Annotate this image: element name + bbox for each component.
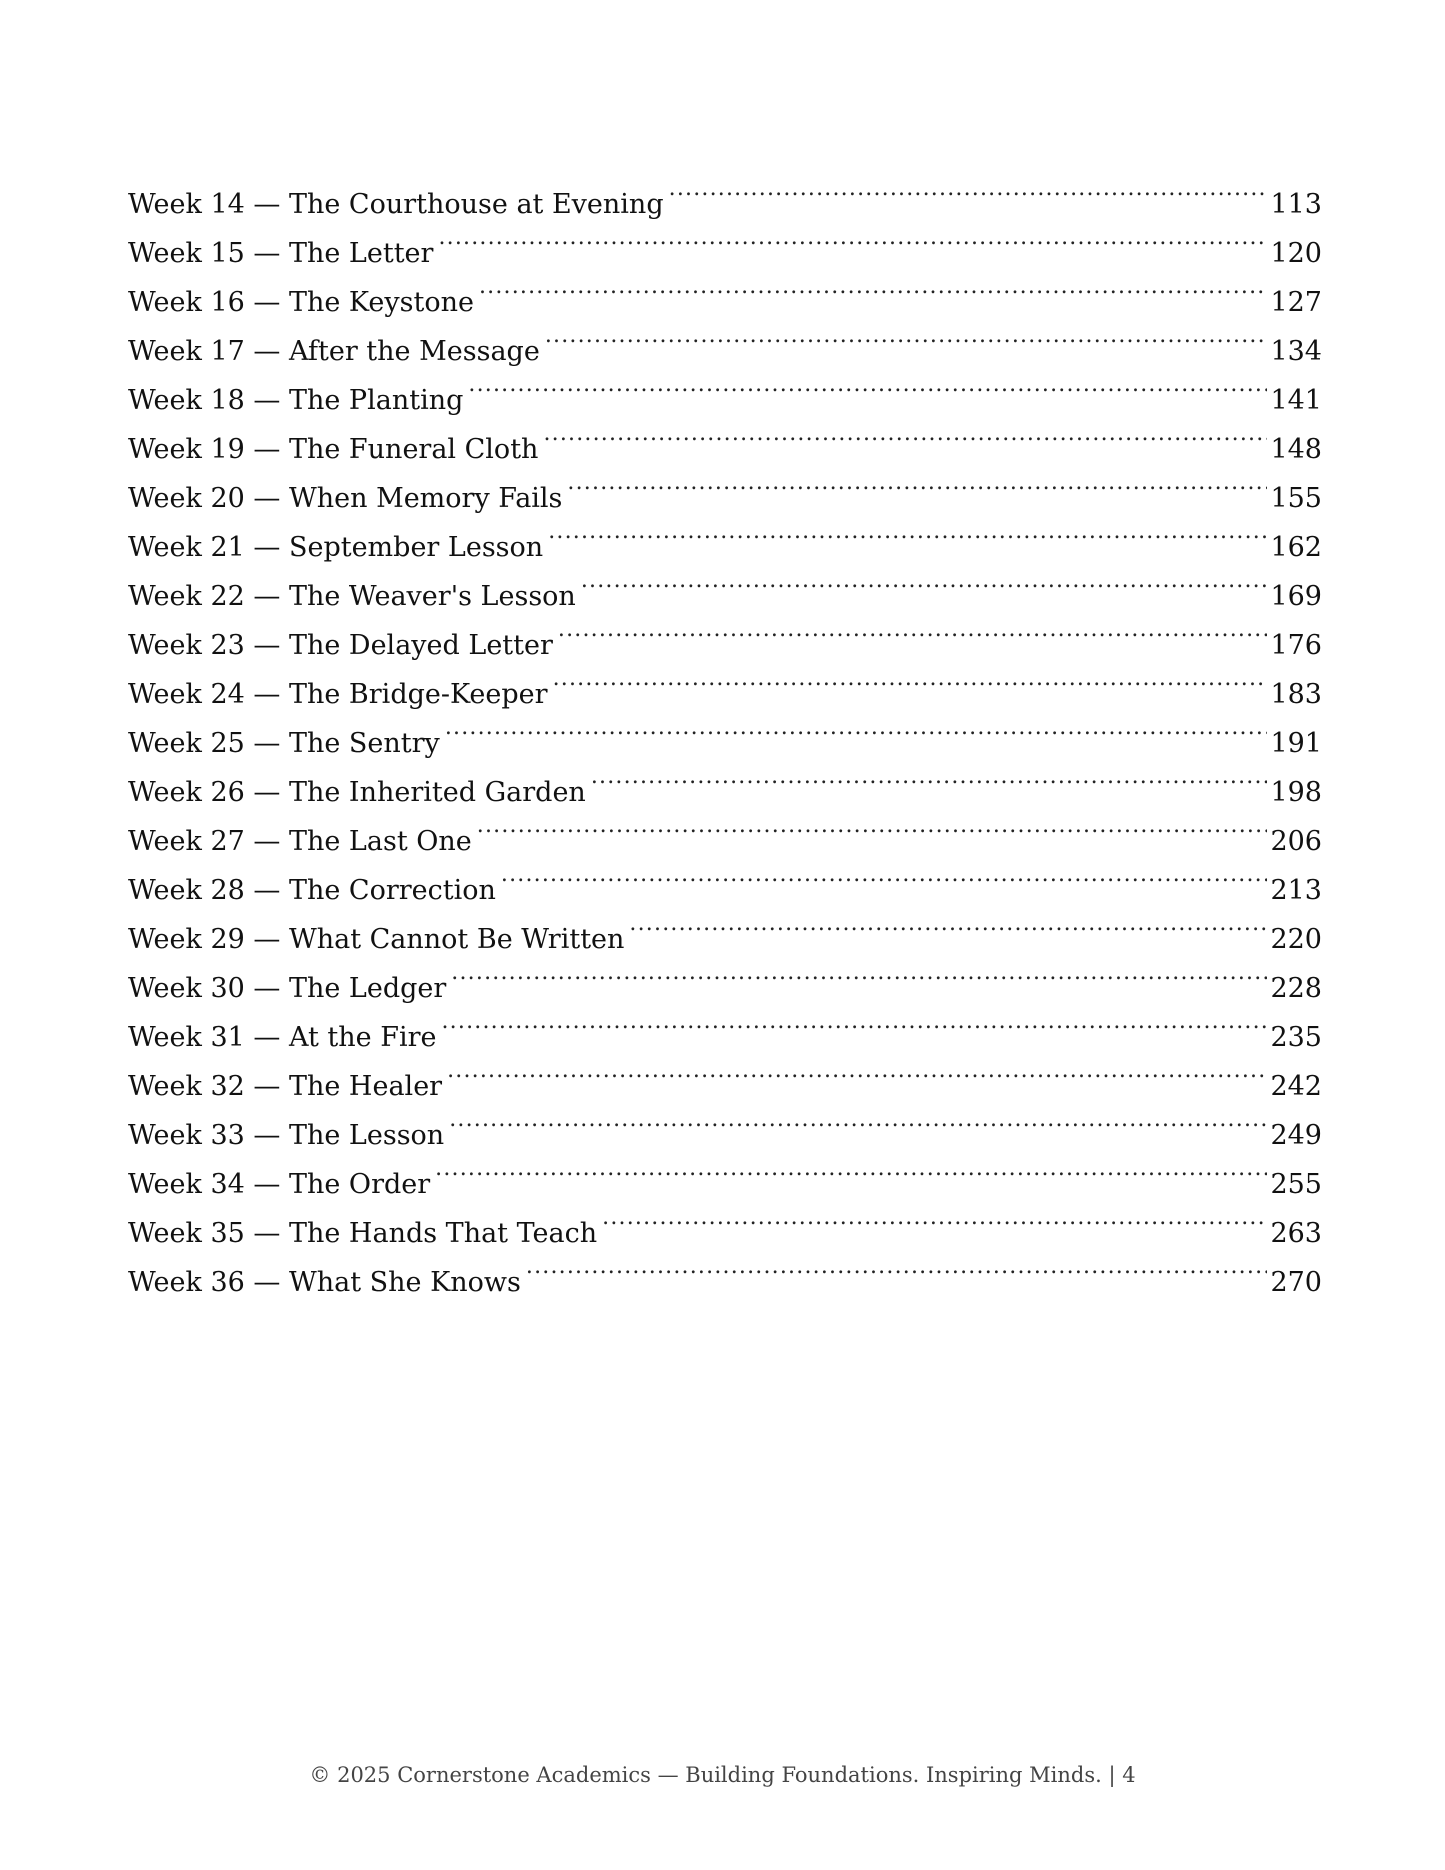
toc-dot-leader xyxy=(501,850,1268,899)
toc-entry-title: Week 22 — The Weaver's Lesson xyxy=(128,572,578,621)
toc-entry-title: Week 28 — The Correction xyxy=(128,866,498,915)
toc-page-number: 169 xyxy=(1270,581,1322,612)
toc-page-number: 191 xyxy=(1270,728,1322,759)
toc-dot-leader xyxy=(553,654,1268,703)
toc-dot-leader xyxy=(479,262,1268,311)
toc-entry-title: Week 30 — The Ledger xyxy=(128,964,448,1013)
toc-entry-title: Week 24 — The Bridge-Keeper xyxy=(128,670,550,719)
toc-dot-leader xyxy=(581,556,1268,605)
toc-page-number: 113 xyxy=(1270,189,1322,220)
toc-page-number: 127 xyxy=(1270,287,1322,318)
toc-page-number: 255 xyxy=(1270,1169,1322,1200)
toc-page-number: 228 xyxy=(1270,973,1322,1004)
toc-entry-title: Week 25 — The Sentry xyxy=(128,719,442,768)
toc-entry-title: Week 26 — The Inherited Garden xyxy=(128,768,588,817)
toc-dot-leader xyxy=(447,1046,1267,1095)
toc-dot-leader xyxy=(629,899,1267,948)
toc-entry-title: Week 34 — The Order xyxy=(128,1160,432,1209)
toc-dot-leader xyxy=(548,507,1267,556)
toc-page-number: 141 xyxy=(1270,385,1322,416)
toc-entry-title: Week 21 — September Lesson xyxy=(128,523,545,572)
toc-page-number: 270 xyxy=(1270,1267,1322,1298)
toc-entry-title: Week 18 — The Planting xyxy=(128,376,465,425)
toc-dot-leader xyxy=(545,311,1268,360)
toc-page-number: 249 xyxy=(1270,1120,1322,1151)
toc-page-number: 206 xyxy=(1270,826,1322,857)
toc-dot-leader xyxy=(441,997,1267,1046)
toc-dot-leader xyxy=(435,1144,1267,1193)
toc-dot-leader xyxy=(438,213,1267,262)
toc-page-number: 198 xyxy=(1270,777,1322,808)
toc-page-number: 120 xyxy=(1270,238,1322,269)
toc-page-number: 162 xyxy=(1270,532,1322,563)
table-of-contents xyxy=(128,164,1322,1298)
toc-page-number: 213 xyxy=(1270,875,1322,906)
toc-page-number: 235 xyxy=(1270,1022,1322,1053)
toc-dot-leader xyxy=(669,164,1268,213)
toc-entry-title: Week 32 — The Healer xyxy=(128,1062,444,1111)
toc-entry-title: Week 29 — What Cannot Be Written xyxy=(128,915,626,964)
toc-entry-title: Week 15 — The Letter xyxy=(128,229,435,278)
toc-page-number: 263 xyxy=(1270,1218,1322,1249)
toc-page-number: 134 xyxy=(1270,336,1322,367)
toc-dot-leader xyxy=(526,1242,1268,1291)
toc-dot-leader xyxy=(602,1193,1267,1242)
toc-entry-title: Week 36 — What She Knows xyxy=(128,1258,523,1307)
toc-entry-title: Week 33 — The Lesson xyxy=(128,1111,446,1160)
toc-dot-leader xyxy=(468,360,1267,409)
toc-dot-leader xyxy=(543,409,1267,458)
toc-page-number: 176 xyxy=(1270,630,1322,661)
toc-dot-leader xyxy=(591,752,1268,801)
toc-dot-leader xyxy=(558,605,1268,654)
toc-entry-title: Week 19 — The Funeral Cloth xyxy=(128,425,540,474)
toc-entry-title: Week 35 — The Hands That Teach xyxy=(128,1209,599,1258)
toc-dot-leader xyxy=(567,458,1267,507)
toc-entry-title: Week 16 — The Keystone xyxy=(128,278,476,327)
toc-dot-leader xyxy=(477,801,1268,850)
toc-page-number: 220 xyxy=(1270,924,1322,955)
toc-page-number: 242 xyxy=(1270,1071,1322,1102)
toc-dot-leader xyxy=(445,703,1268,752)
toc-entry-title: Week 17 — After the Message xyxy=(128,327,542,376)
toc-entry[interactable] xyxy=(128,164,1322,220)
toc-page-number: 183 xyxy=(1270,679,1322,710)
page-footer: © 2025 Cornerstone Academics — Building Foundations. Inspiring Minds. | 4 xyxy=(309,1763,1136,1787)
toc-entry-title: Week 20 — When Memory Fails xyxy=(128,474,564,523)
toc-dot-leader xyxy=(449,1095,1267,1144)
toc-dot-leader xyxy=(451,948,1267,997)
toc-page-number: 148 xyxy=(1270,434,1322,465)
toc-page-number: 155 xyxy=(1270,483,1322,514)
toc-entry-title: Week 23 — The Delayed Letter xyxy=(128,621,555,670)
toc-entry-title: Week 27 — The Last One xyxy=(128,817,474,866)
toc-entry-title: Week 31 — At the Fire xyxy=(128,1013,438,1062)
toc-entry-title: Week 14 — The Courthouse at Evening xyxy=(128,180,666,229)
